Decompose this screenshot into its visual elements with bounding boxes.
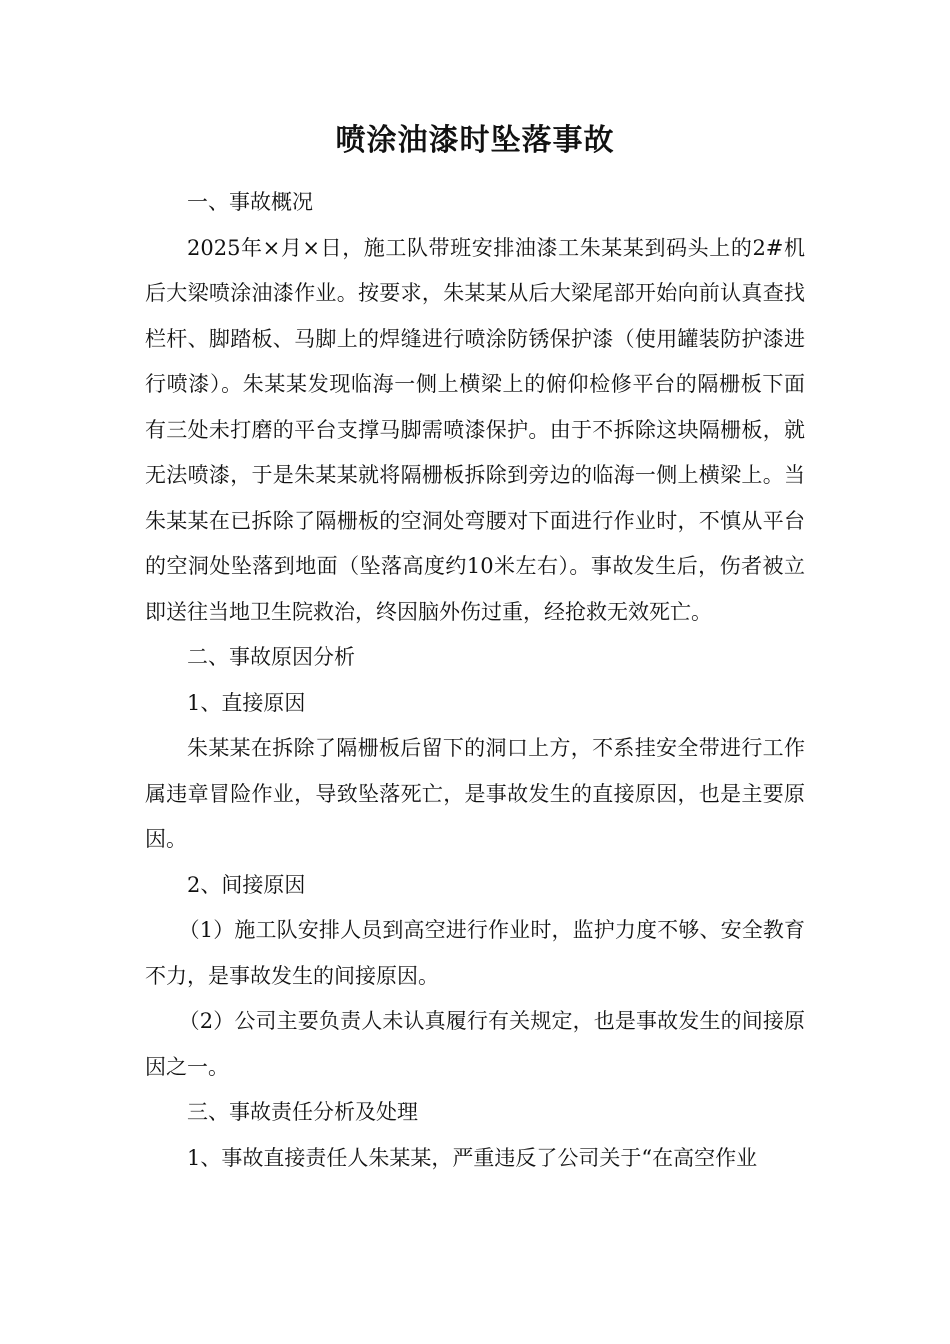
section-heading-responsibility: 三、事故责任分析及处理 [187,1100,418,1124]
document-body [145,180,805,1181]
section-heading-overview: 一、事故概况 [187,190,313,214]
paragraph-indirect-cause-2: （2）公司主要负责人未认真履行有关规定，也是事故发生的间接原因之一。 [145,1009,805,1079]
section-heading-cause-analysis: 二、事故原因分析 [187,645,355,669]
paragraph-overview: 2025年×月×日，施工队带班安排油漆工朱某某到码头上的2#机后大梁喷涂油漆作业。按要求，朱某某从后大梁尾部开始向前认真查找栏杆、脚踏板、马脚上的焊缝进行喷涂防锈保护漆（使用罐装防护漆进行喷漆）。朱某某发现临海一侧上横梁上的俯仰检修平台的隔栅板下面有三处未打磨的平台支撑马脚需喷漆保护。由于不拆除这块隔栅板，就无法喷漆，于是朱某某就将隔栅板拆除到旁边的临海一侧上横梁上。当朱某某在已拆除了隔栅板的空洞处弯腰对下面进行作业时，不慎从平台的空洞处坠落到地面（坠落高度约10米左右）。事故发生后，伤者被立即送往当地卫生院救治，终因脑外伤过重，经抢救无效死亡。 [145,235,805,624]
paragraph-responsibility-1: 1、事故直接责任人朱某某，严重违反了公司关于“在高空作业 [187,1145,758,1170]
subheading-direct-cause: 1、直接原因 [187,690,306,715]
paragraph-direct-cause: 朱某某在拆除了隔栅板后留下的洞口上方，不系挂安全带进行工作属违章冒险作业，导致坠落死亡，是事故发生的直接原因，也是主要原因。 [145,736,805,851]
paragraph-indirect-cause-1: （1）施工队安排人员到高空进行作业时，监护力度不够、安全教育不力，是事故发生的间接原因。 [145,918,805,988]
subheading-indirect-cause: 2、间接原因 [187,872,306,897]
document-title: 喷涂油漆时坠落事故 [335,123,615,158]
